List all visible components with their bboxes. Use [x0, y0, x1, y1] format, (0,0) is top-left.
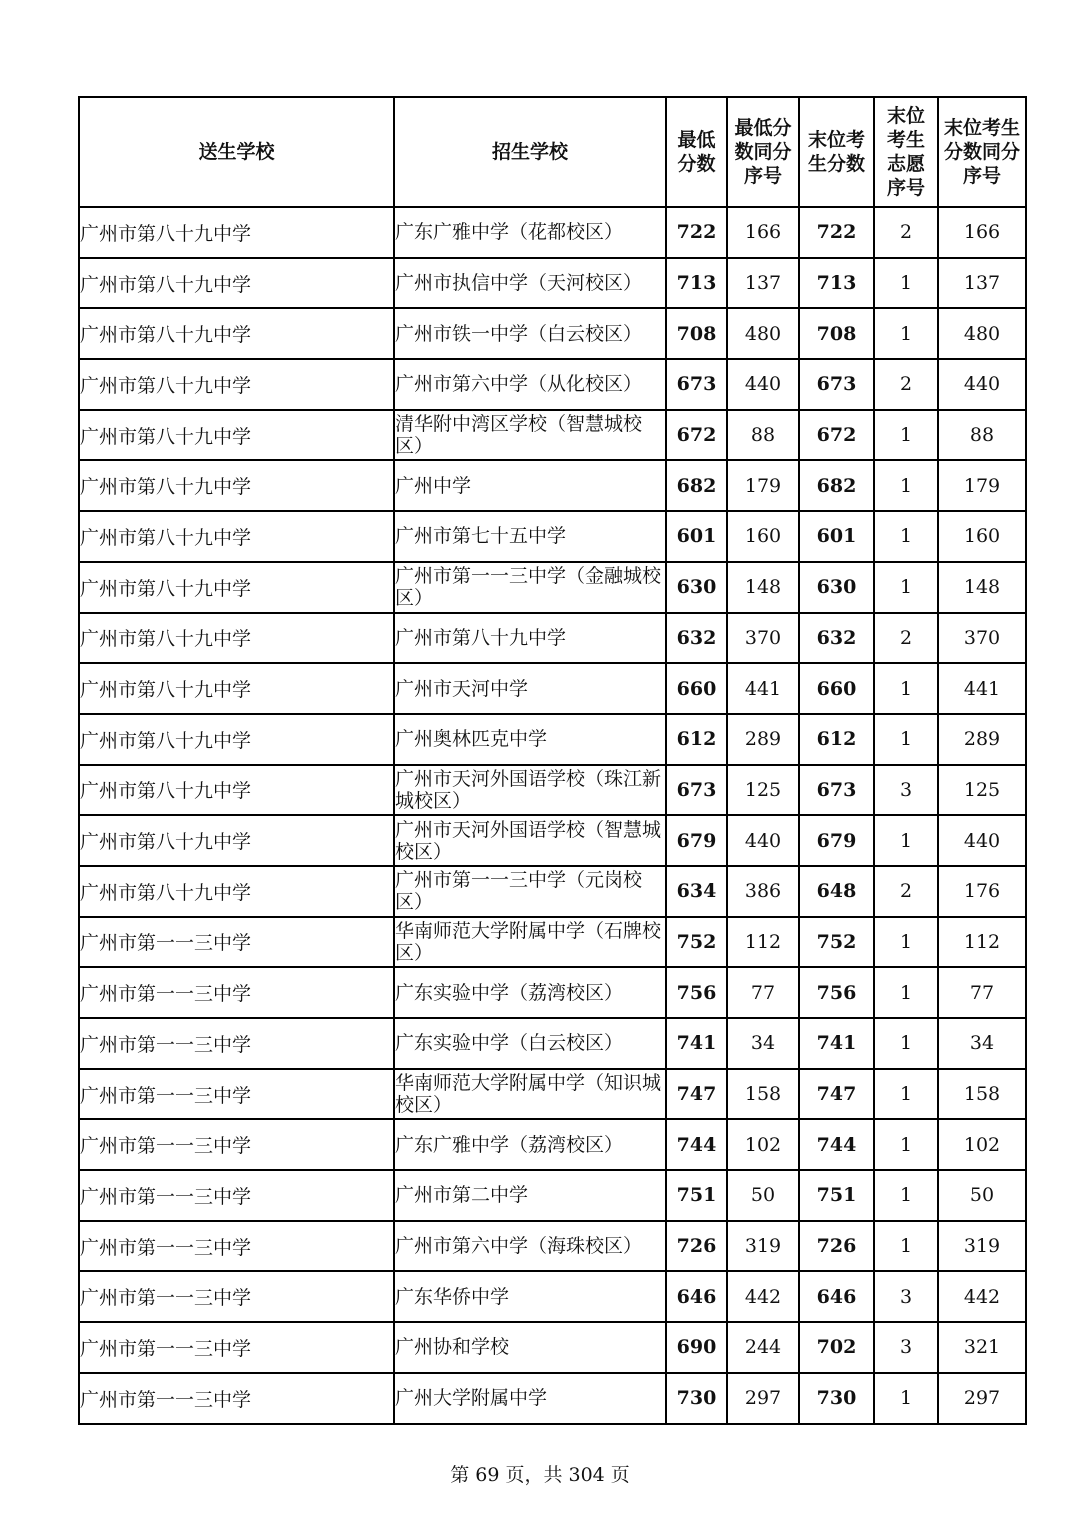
- min-score-rank-cell: 442: [727, 1271, 799, 1322]
- min-score-cell: 660: [666, 663, 727, 714]
- last-score-rank-cell: 148: [938, 562, 1026, 613]
- last-score-cell: 601: [799, 511, 874, 562]
- receiving-school-cell: 广州市天河外国语学校（智慧城校区）: [394, 815, 666, 866]
- last-score-cell: 722: [799, 207, 874, 258]
- last-choice-order-cell: 1: [874, 815, 938, 866]
- min-score-cell: 673: [666, 359, 727, 410]
- last-choice-order-cell: 3: [874, 1322, 938, 1373]
- last-choice-order-cell: 3: [874, 1271, 938, 1322]
- table-row: [79, 359, 1026, 410]
- last-choice-order-cell: 1: [874, 460, 938, 511]
- last-score-cell: 646: [799, 1271, 874, 1322]
- last-score-cell: 682: [799, 460, 874, 511]
- last-score-cell: 648: [799, 866, 874, 917]
- sending-school-cell: 广州市第一一三中学: [79, 1119, 394, 1170]
- table-row: [79, 1322, 1026, 1373]
- last-choice-order-cell: 1: [874, 258, 938, 309]
- min-score-rank-cell: 158: [727, 1069, 799, 1120]
- last-score-cell: 744: [799, 1119, 874, 1170]
- last-score-cell: 741: [799, 1018, 874, 1069]
- last-score-rank-cell: 166: [938, 207, 1026, 258]
- header-text-line: 最低分: [734, 117, 792, 139]
- sending-school-cell: 广州市第一一三中学: [79, 1018, 394, 1069]
- last-score-rank-cell: 179: [938, 460, 1026, 511]
- header-min-score: [666, 97, 727, 207]
- sending-school-cell: 广州市第一一三中学: [79, 917, 394, 968]
- header-last-score: [799, 97, 874, 207]
- last-score-rank-cell: 321: [938, 1322, 1026, 1373]
- last-score-cell: 673: [799, 765, 874, 816]
- last-score-cell: 630: [799, 562, 874, 613]
- min-score-rank-cell: 244: [727, 1322, 799, 1373]
- min-score-cell: 601: [666, 511, 727, 562]
- receiving-school-cell: 广东华侨中学: [394, 1271, 666, 1322]
- last-choice-order-cell: 2: [874, 613, 938, 664]
- last-score-cell: 708: [799, 308, 874, 359]
- min-score-rank-cell: 297: [727, 1373, 799, 1424]
- header-text-line: 末位: [886, 105, 925, 127]
- min-score-cell: 713: [666, 258, 727, 309]
- last-choice-order-cell: 2: [874, 866, 938, 917]
- sending-school-cell: 广州市第一一三中学: [79, 1322, 394, 1373]
- last-choice-order-cell: 1: [874, 308, 938, 359]
- min-score-cell: 741: [666, 1018, 727, 1069]
- table-row: [79, 207, 1026, 258]
- min-score-cell: 634: [666, 866, 727, 917]
- min-score-rank-cell: 440: [727, 359, 799, 410]
- receiving-school-cell: 广州市第一一三中学（金融城校区）: [394, 562, 666, 613]
- receiving-school-cell: 广州市第六中学（海珠校区）: [394, 1221, 666, 1272]
- sending-school-cell: 广州市第一一三中学: [79, 967, 394, 1018]
- header-text-line: 招生学校: [491, 141, 568, 163]
- last-choice-order-cell: 1: [874, 511, 938, 562]
- sending-school-cell: 广州市第一一三中学: [79, 1069, 394, 1120]
- receiving-school-cell: 广州奥林匹克中学: [394, 714, 666, 765]
- receiving-school-cell: 广州市第八十九中学: [394, 613, 666, 664]
- header-text-line: 分数: [677, 153, 716, 175]
- min-score-rank-cell: 77: [727, 967, 799, 1018]
- min-score-cell: 673: [666, 765, 727, 816]
- min-score-cell: 708: [666, 308, 727, 359]
- min-score-cell: 630: [666, 562, 727, 613]
- last-score-cell: 660: [799, 663, 874, 714]
- header-text-line: 序号: [743, 165, 782, 187]
- table-row: [79, 1170, 1026, 1221]
- table-header-row: [79, 97, 1026, 207]
- table-row: [79, 1018, 1026, 1069]
- last-score-cell: 756: [799, 967, 874, 1018]
- receiving-school-cell: 广州市天河中学: [394, 663, 666, 714]
- last-score-rank-cell: 297: [938, 1373, 1026, 1424]
- receiving-school-cell: 广东广雅中学（花都校区）: [394, 207, 666, 258]
- sending-school-cell: 广州市第八十九中学: [79, 460, 394, 511]
- min-score-cell: 632: [666, 613, 727, 664]
- receiving-school-cell: 广州市第六中学（从化校区）: [394, 359, 666, 410]
- header-sending-school: [79, 97, 394, 207]
- table-row: [79, 765, 1026, 816]
- table-body: [79, 207, 1026, 1424]
- last-score-rank-cell: 77: [938, 967, 1026, 1018]
- header-text-line: 末位考生: [943, 117, 1020, 139]
- min-score-cell: 751: [666, 1170, 727, 1221]
- sending-school-cell: 广州市第八十九中学: [79, 359, 394, 410]
- last-choice-order-cell: 1: [874, 1221, 938, 1272]
- last-score-cell: 747: [799, 1069, 874, 1120]
- last-score-cell: 752: [799, 917, 874, 968]
- sending-school-cell: 广州市第八十九中学: [79, 207, 394, 258]
- min-score-cell: 690: [666, 1322, 727, 1373]
- sending-school-cell: 广州市第八十九中学: [79, 308, 394, 359]
- header-text-line: 生分数: [807, 153, 865, 175]
- header-min-score-rank: [727, 97, 799, 207]
- last-score-cell: 612: [799, 714, 874, 765]
- header-last-choice-order: [874, 97, 938, 207]
- last-choice-order-cell: 1: [874, 1069, 938, 1120]
- admission-score-table: [78, 96, 1027, 1425]
- last-score-rank-cell: 319: [938, 1221, 1026, 1272]
- sending-school-cell: 广州市第一一三中学: [79, 1170, 394, 1221]
- last-score-rank-cell: 112: [938, 917, 1026, 968]
- min-score-rank-cell: 441: [727, 663, 799, 714]
- header-text-line: 序号: [962, 165, 1001, 187]
- last-score-rank-cell: 160: [938, 511, 1026, 562]
- receiving-school-cell: 清华附中湾区学校（智慧城校区）: [394, 410, 666, 461]
- header-text-line: 序号: [886, 177, 925, 199]
- last-score-rank-cell: 88: [938, 410, 1026, 461]
- sending-school-cell: 广州市第一一三中学: [79, 1373, 394, 1424]
- table-row: [79, 1373, 1026, 1424]
- sending-school-cell: 广州市第八十九中学: [79, 511, 394, 562]
- table-row: [79, 815, 1026, 866]
- sending-school-cell: 广州市第八十九中学: [79, 663, 394, 714]
- last-choice-order-cell: 1: [874, 917, 938, 968]
- table-row: [79, 663, 1026, 714]
- last-score-rank-cell: 440: [938, 815, 1026, 866]
- sending-school-cell: 广州市第八十九中学: [79, 613, 394, 664]
- last-score-rank-cell: 34: [938, 1018, 1026, 1069]
- last-choice-order-cell: 1: [874, 1119, 938, 1170]
- last-choice-order-cell: 1: [874, 1373, 938, 1424]
- receiving-school-cell: 广州市第一一三中学（元岗校区）: [394, 866, 666, 917]
- min-score-cell: 612: [666, 714, 727, 765]
- last-score-rank-cell: 50: [938, 1170, 1026, 1221]
- sending-school-cell: 广州市第八十九中学: [79, 410, 394, 461]
- table-row: [79, 1221, 1026, 1272]
- min-score-cell: 726: [666, 1221, 727, 1272]
- last-choice-order-cell: 1: [874, 1170, 938, 1221]
- header-text-line: 志愿: [886, 153, 925, 175]
- min-score-rank-cell: 160: [727, 511, 799, 562]
- last-score-rank-cell: 480: [938, 308, 1026, 359]
- table-row: [79, 866, 1026, 917]
- table-row: [79, 410, 1026, 461]
- sending-school-cell: 广州市第八十九中学: [79, 258, 394, 309]
- min-score-rank-cell: 386: [727, 866, 799, 917]
- last-score-cell: 702: [799, 1322, 874, 1373]
- receiving-school-cell: 华南师范大学附属中学（石牌校区）: [394, 917, 666, 968]
- receiving-school-cell: 广州中学: [394, 460, 666, 511]
- min-score-rank-cell: 88: [727, 410, 799, 461]
- sending-school-cell: 广州市第一一三中学: [79, 1221, 394, 1272]
- sending-school-cell: 广州市第八十九中学: [79, 866, 394, 917]
- min-score-cell: 756: [666, 967, 727, 1018]
- table-row: [79, 460, 1026, 511]
- min-score-rank-cell: 289: [727, 714, 799, 765]
- receiving-school-cell: 广东实验中学（白云校区）: [394, 1018, 666, 1069]
- min-score-rank-cell: 319: [727, 1221, 799, 1272]
- sending-school-cell: 广州市第八十九中学: [79, 815, 394, 866]
- table-row: [79, 613, 1026, 664]
- table-row: [79, 1069, 1026, 1120]
- table-row: [79, 511, 1026, 562]
- receiving-school-cell: 广州市铁一中学（白云校区）: [394, 308, 666, 359]
- min-score-cell: 744: [666, 1119, 727, 1170]
- sending-school-cell: 广州市第八十九中学: [79, 714, 394, 765]
- min-score-rank-cell: 480: [727, 308, 799, 359]
- last-choice-order-cell: 1: [874, 410, 938, 461]
- min-score-cell: 682: [666, 460, 727, 511]
- last-score-rank-cell: 440: [938, 359, 1026, 410]
- last-choice-order-cell: 1: [874, 967, 938, 1018]
- table-row: [79, 1271, 1026, 1322]
- table-row: [79, 714, 1026, 765]
- receiving-school-cell: 广州大学附属中学: [394, 1373, 666, 1424]
- last-score-rank-cell: 137: [938, 258, 1026, 309]
- receiving-school-cell: 广东广雅中学（荔湾校区）: [394, 1119, 666, 1170]
- min-score-rank-cell: 166: [727, 207, 799, 258]
- last-score-cell: 751: [799, 1170, 874, 1221]
- sending-school-cell: 广州市第一一三中学: [79, 1271, 394, 1322]
- header-text-line: 考生: [886, 129, 925, 151]
- receiving-school-cell: 广州市执信中学（天河校区）: [394, 258, 666, 309]
- table-row: [79, 562, 1026, 613]
- min-score-cell: 646: [666, 1271, 727, 1322]
- sending-school-cell: 广州市第八十九中学: [79, 765, 394, 816]
- last-score-rank-cell: 289: [938, 714, 1026, 765]
- header-text-line: 最低: [677, 129, 716, 151]
- min-score-rank-cell: 370: [727, 613, 799, 664]
- receiving-school-cell: 广州市第二中学: [394, 1170, 666, 1221]
- min-score-rank-cell: 179: [727, 460, 799, 511]
- last-choice-order-cell: 1: [874, 663, 938, 714]
- header-text-line: 分数同分: [943, 141, 1020, 163]
- last-score-cell: 632: [799, 613, 874, 664]
- table-row: [79, 308, 1026, 359]
- header-last-score-rank: [938, 97, 1026, 207]
- last-choice-order-cell: 3: [874, 765, 938, 816]
- last-score-rank-cell: 125: [938, 765, 1026, 816]
- last-score-cell: 679: [799, 815, 874, 866]
- last-score-rank-cell: 158: [938, 1069, 1026, 1120]
- receiving-school-cell: 广州市天河外国语学校（珠江新城校区）: [394, 765, 666, 816]
- table-row: [79, 1119, 1026, 1170]
- last-score-rank-cell: 176: [938, 866, 1026, 917]
- last-score-cell: 672: [799, 410, 874, 461]
- receiving-school-cell: 广东实验中学（荔湾校区）: [394, 967, 666, 1018]
- sending-school-cell: 广州市第八十九中学: [79, 562, 394, 613]
- last-choice-order-cell: 1: [874, 714, 938, 765]
- header-receiving-school: [394, 97, 666, 207]
- min-score-rank-cell: 440: [727, 815, 799, 866]
- table-row: [79, 258, 1026, 309]
- last-score-rank-cell: 370: [938, 613, 1026, 664]
- last-score-rank-cell: 441: [938, 663, 1026, 714]
- last-score-cell: 730: [799, 1373, 874, 1424]
- min-score-rank-cell: 34: [727, 1018, 799, 1069]
- header-text-line: 末位考: [807, 129, 865, 151]
- page-number-footer: 第 69 页，共 304 页: [450, 1464, 630, 1486]
- min-score-rank-cell: 125: [727, 765, 799, 816]
- min-score-cell: 747: [666, 1069, 727, 1120]
- min-score-rank-cell: 102: [727, 1119, 799, 1170]
- last-score-cell: 713: [799, 258, 874, 309]
- last-choice-order-cell: 2: [874, 207, 938, 258]
- last-choice-order-cell: 2: [874, 359, 938, 410]
- table-row: [79, 967, 1026, 1018]
- min-score-cell: 722: [666, 207, 727, 258]
- min-score-cell: 752: [666, 917, 727, 968]
- last-score-cell: 726: [799, 1221, 874, 1272]
- min-score-rank-cell: 137: [727, 258, 799, 309]
- min-score-cell: 679: [666, 815, 727, 866]
- last-score-rank-cell: 102: [938, 1119, 1026, 1170]
- min-score-cell: 672: [666, 410, 727, 461]
- table-row: [79, 917, 1026, 968]
- last-score-rank-cell: 442: [938, 1271, 1026, 1322]
- header-text-line: 数同分: [734, 141, 792, 163]
- last-choice-order-cell: 1: [874, 562, 938, 613]
- last-score-cell: 673: [799, 359, 874, 410]
- min-score-rank-cell: 50: [727, 1170, 799, 1221]
- last-choice-order-cell: 1: [874, 1018, 938, 1069]
- min-score-rank-cell: 112: [727, 917, 799, 968]
- header-text-line: 送生学校: [198, 141, 275, 163]
- min-score-cell: 730: [666, 1373, 727, 1424]
- receiving-school-cell: 广州市第七十五中学: [394, 511, 666, 562]
- receiving-school-cell: 华南师范大学附属中学（知识城校区）: [394, 1069, 666, 1120]
- min-score-rank-cell: 148: [727, 562, 799, 613]
- receiving-school-cell: 广州协和学校: [394, 1322, 666, 1373]
